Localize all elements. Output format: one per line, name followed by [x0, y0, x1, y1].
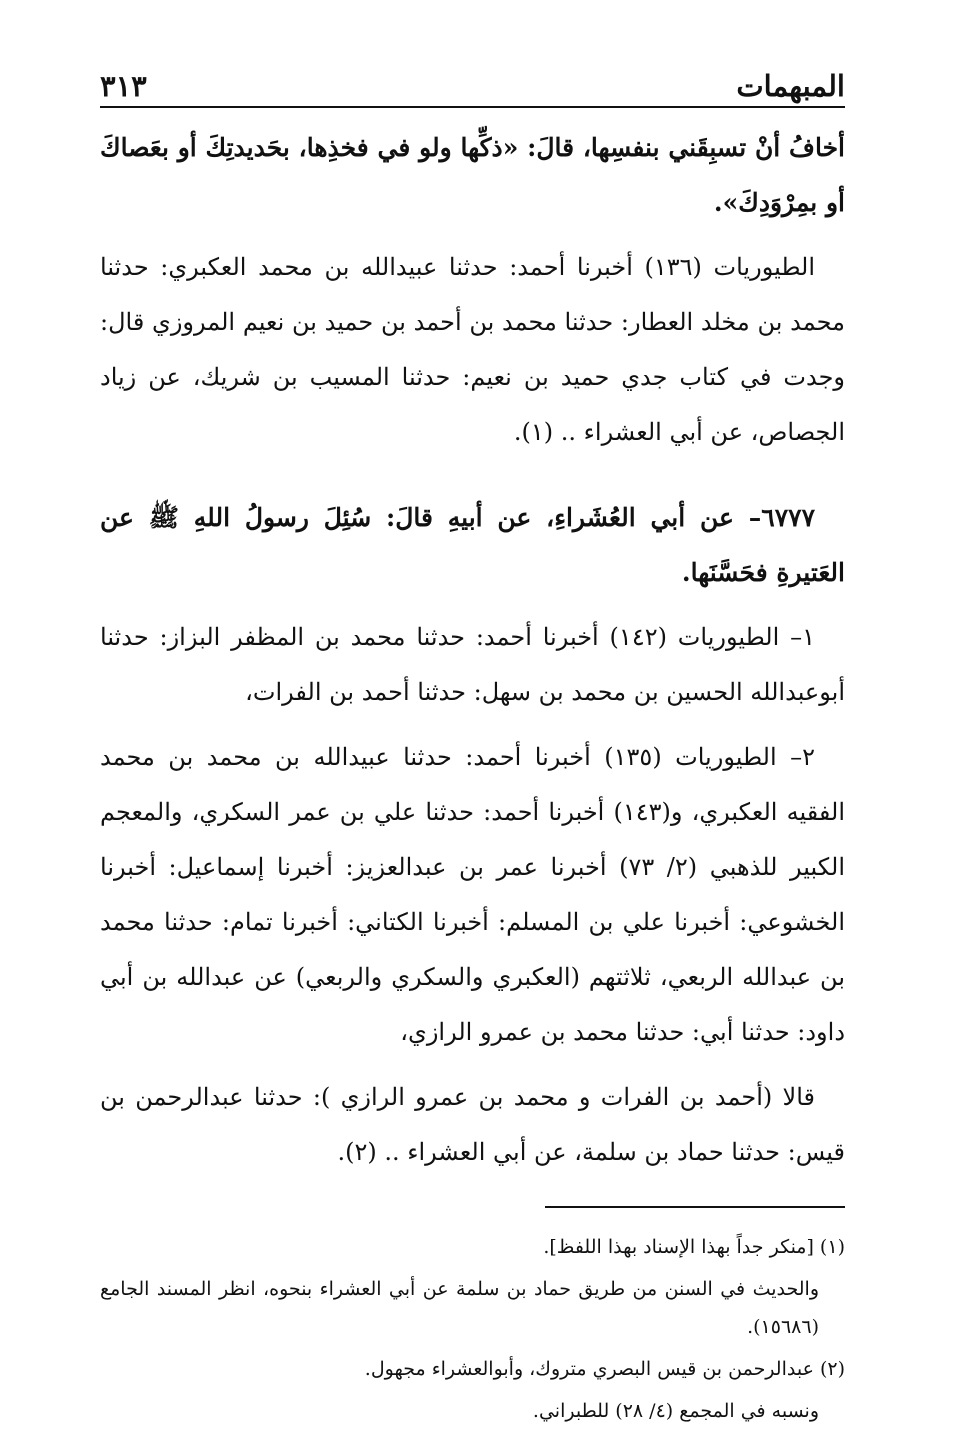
footnote-separator — [545, 1206, 845, 1208]
footnote: ونسبه في المجمع (٤/ ٢٨) للطبراني. — [532, 1400, 819, 1422]
footnote: (٢) عبدالرحمن بن قيس البصري متروك، وأبوالعشراء مجهول. — [364, 1358, 845, 1380]
text-paragraph: ٢– الطيوريات (١٣٥) أخبرنا أحمد: حدثنا عبيدالله بن محمد بن محمد الفقيه العكبري، و(١٤٣) أخبرنا أحمد: حدثنا علي بن عمر السكري، والمعجم الكبير للذهبي (٢/ ٧٣) أخبرنا عمر بن عبدالعزيز: أخبرنا إسماعيل: أخبرنا الخشوعي: أخبرنا علي بن المسلم: أخبرنا الكتاني: أخبرنا تمام: حدثنا محمد بن عبدالله الربعي، ثلاثتهم (العكبري والسكري والربعي) عن عبدالله بن أبي داود: حدثنا أبي: حدثنا محمد بن عمرو الرازي، — [100, 743, 845, 1046]
hadith-paragraph: ٦٧٧٧– عن أبي العُشَراءِ، عن أبيهِ قالَ: سُئِلَ رسولُ اللهِ ﷺ عن العَتيرةِ فحَسَّنَها. — [100, 503, 845, 587]
page-header — [100, 60, 845, 108]
footnotes — [100, 1228, 845, 1430]
footnote: والحديث في السنن من طريق حماد بن سلمة عن أبي العشراء بنحوه، انظر المسند الجامع (١٥٦٨٦). — [100, 1278, 819, 1338]
page-number: ٣١٣ — [100, 69, 147, 103]
footnote: (١) [منكر جداً بهذا الإسناد بهذا اللفظ]. — [543, 1236, 845, 1258]
text-paragraph: أخافُ أنْ تسبِقَني بنفسِها، قالَ: «ذكِّها ولو في فخذِها، بحَديدتِكَ أو بعَصاكَ أو بمِرْوَدِكَ». — [100, 133, 845, 217]
book-page — [100, 60, 845, 1434]
text-paragraph: الطيوريات (١٣٦) أخبرنا أحمد: حدثنا عبيدالله بن محمد العكبري: حدثنا محمد بن مخلد العطار: حدثنا محمد بن أحمد بن حميد بن نعيم المروزي قال: وجدت في كتاب جدي حميد بن نعيم: حدثنا المسيب بن شريك، عن زياد الجصاص، عن أبي العشراء .. (١). — [100, 253, 845, 446]
main-text — [100, 120, 845, 1180]
chapter-title: المبهمات — [736, 69, 845, 103]
text-paragraph: قالا (أحمد بن الفرات و محمد بن عمرو الرازي ): حدثنا عبدالرحمن بن قيس: حدثنا حماد بن سلمة، عن أبي العشراء .. (٢). — [100, 1083, 845, 1166]
text-paragraph: ١– الطيوريات (١٤٢) أخبرنا أحمد: حدثنا محمد بن المظفر البزاز: حدثنا أبوعبدالله الحسين بن محمد بن سهل: حدثنا أحمد بن الفرات، — [100, 623, 845, 706]
